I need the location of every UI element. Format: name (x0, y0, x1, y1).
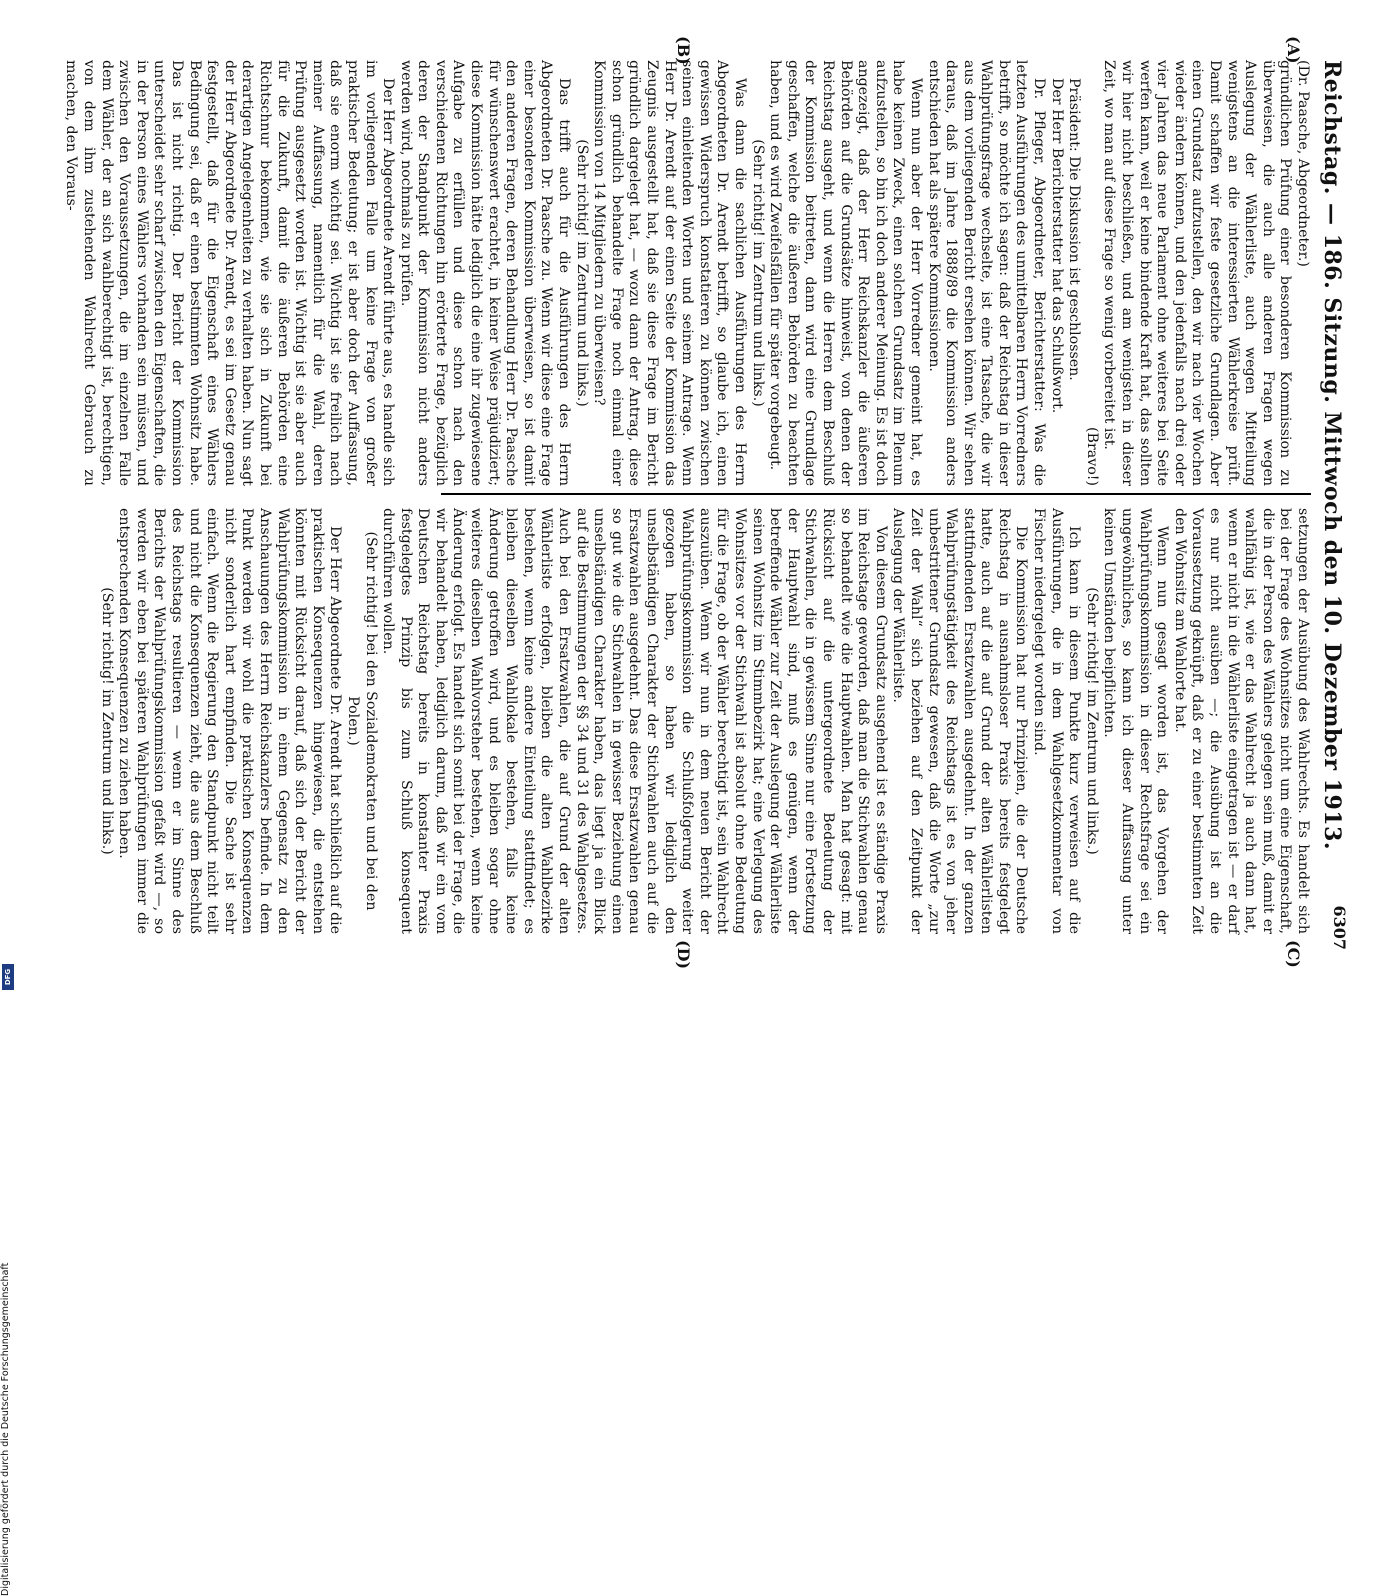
paragraph: (Dr. Paasche, Abgeordneter.) (1295, 60, 1311, 267)
paragraph: (Sehr richtig! im Zentrum und links.) (1083, 587, 1100, 855)
paragraph: Der Herr Abgeordnete Arendt führte aus, es handle sich im vorliegenden Falle um keine Frage von großer praktischer Bedeutung; er ist aber doch der Auffassung, daß sie enorm wichtig sei. Wichtig ist sie freilich nach meiner Auffassung, namentlich für die Wahl, deren Prüfung ausgesetzt worden ist. Wichtig ist sie aber auch für die Zukunft, damit die äußeren Behörden eine Richtschnur bekommen, wie sie sich in Zukunft bei derartigen Angelegenheiten zu verhalten haben. Nun sagt der Herr Abgeordnete Dr. Arendt, es sei im Gesetz genau festgestellt, daß für die Eigenschaft eines Wählers Bedingung sei, daß er einen bestimmten Wohnsitz habe. Das ist nicht richtig. Der Bericht der Kommission unterscheidet sehr scharf zwischen den Eigenschaften, die in der Person eines Wählers vorhanden sein müssen, und zwischen den Voraussetzungen, die im einzelnen Falle dem Wähler, der an sich wahlberechtigt ist, berechtigen, von dem ihm zustehenden Wahlrecht Gebrauch zu machen, den Voraus- (63, 60, 397, 486)
page-header (1311, 60, 1349, 950)
paragraph: Was dann die sachlichen Ausführungen des Herrn Abgeordneten Dr. Arendt betrifft, so glaube ich, einen gewissen Widerspruch konstatieren zu können zwischen seinen einleitenden Worten und seinem Antrage. Wenn Herr Dr. Arendt auf der einen Seite der Kommission das Zeugnis ausgestellt hat, daß sie diese Frage im Bericht gründlich dargelegt hat, — wozu dann der Antrag, diese schon gründlich behandelte Frage noch einmal einer Kommission von 14 Mitgliedern zu überweisen? (591, 60, 748, 486)
paragraph: Der Herr Abgeordnete Dr. Arendt hat schließlich auf die praktischen Konsequenzen hingewiesen, die entstehen könnten mit Rücksicht darauf, daß sich der Bericht der Wahlprüfungskommission in einem Gegensatz zu den Anschauungen des Herrn Reichskanzlers befinde. In dem Punkt werden wir wohl die praktischen Konsequenzen nicht sonderlich hart empfinden. Die Sache ist sehr einfach. Wenn die Regierung den Standpunkt nicht teilt und nicht die Konsequenzen zieht, die aus dem Beschluß des Reichstags resultieren — wenn er im Sinne des Berichts der Wahlprüfungskommission gefaßt wird —, so werden wir eben bei späteren Wahlprüfungen immer die entsprechenden Konsequenzen zu ziehen haben. (116, 508, 344, 934)
margin-letter-d: (D) (674, 940, 693, 970)
margin-letter-a: (A) (1284, 36, 1303, 64)
column-divider (441, 493, 1311, 495)
paragraph: Von diesem Grundsatz ausgehend ist es ständige Praxis im Reichstage geworden, daß man die Stichwahlen genau so behandelt wie die Hauptwahlen. Man hat gesagt: mit Rücksicht auf die untergeordnete Bedeutung der Stichwahlen, die in gewissem Sinne nur eine Fortsetzung der Hauptwahl sind, muß es genügen, wenn der betreffende Wähler zur Zeit der Auslegung der Wählerliste seinen Wohnsitz im Stimmbezirk hat; eine Verlegung des Wohnsitzes vor der Stichwahl ist absolut ohne Bedeutung für die Frage, ob der Wähler berechtigt ist, sein Wahlrecht auszuüben. Wenn wir nun in dem neuen Bericht der Wahlprüfungskommission die Schlußfolgerung weiter gezogen haben, so haben wir lediglich den unselbständigen Charakter der Stichwahlen auch auf die Ersatzwahlen ausgedehnt. Das diese Ersatzwahlen genau so gut wie die Stichwahlen in gewisser Beziehung einen unselbständigen Charakter haben, das liegt ja ein Blick auf die Bestimmungen der §§ 34 und 31 des Wahlgesetzes. Auch bei den Ersatzwahlen, die auf Grund der alten Wählerliste erfolgen, bleiben die alten Wahlbezirke bestehen, wenn keine andere Einteilung stattfindet; es bleiben dieselben Wahllokale bestehen, falls keine Änderung getroffen wird, und es bleiben sogar ohne weiteres dieselben Wahlvorsteher bestehen, wenn keine Änderung erfolgt. Es handelt sich somit bei der Frage, die wir behandelt haben, lediglich darum, daß wir ein vom Deutschen Reichstag bereits in konstanter Praxis festgelegtes Prinzip bis zum Schluß konsequent durchführen wollen. (380, 508, 889, 934)
paragraph: Die Kommission hat nur Prinzipien, die der Deutsche Reichstag in ausnahmsloser Praxis bereits festgelegt hatte, auch auf die auf Grund der alten Wählerlisten stattfindenden Ersatzwahlen ausgedehnt. In der ganzen Wahlprüfungstätigkeit des Reichstags ist es von jeher unbestrittener Grundsatz gewesen, daß die Worte „zur Zeit der Wahl“ sich beziehen auf den Zeitpunkt der Auslegung der Wählerliste. (890, 508, 1030, 934)
paragraph: Das trifft auch für die Ausführungen des Herrn Abgeordneten Dr. Paasche zu. Wenn wir diese eine Frage einer besonderen Kommission überweisen, so ist damit den anderen Fragen, deren Behandlung Herr Dr. Paasche für wünschenswert erachtet, in keiner Weise präjudiziert; diese Kommission hätte lediglich die eine ihr zugewiesene Aufgabe zu erfüllen und diese schon nach den verschiedenen Richtungen hin erörterte Frage, bezüglich deren der Standpunkt der Kommission nicht anders werden wird, nochmals zu prüfen. (397, 60, 573, 486)
margin-letter-c: (C) (1284, 940, 1303, 968)
paragraph: Präsident: Die Diskussion ist geschlossen. (1066, 78, 1083, 381)
side-footer-wrap (0, 612, 16, 1596)
dfg-logo-text: DFG (4, 968, 12, 986)
running-head: Reichstag. — 186. Sitzung. Mittwoch den 10. Dezember 1913. (1319, 60, 1345, 851)
paragraph: (Sehr richtig! bei den Sozialdemokraten und bei den Polen.) (344, 531, 379, 911)
paragraph: Wenn nun gesagt worden ist, das Vorgehen der Wahlprüfungskommission in dieser Rechtsfrage sei ein ungewöhnliches, so kann ich dieser Auffassung unter keinen Umständen beipflichten. (1101, 508, 1171, 934)
right-column (97, 508, 1311, 934)
paragraph: Wenn nun aber der Herr Vorredner gemeint hat, es habe keinen Zweck, einen solchen Grundsatz im Plenum aufzustellen, so bin ich doch anderer Meinung. Es ist doch angezeigt, daß der Herr Reichskanzler die äußeren Behörden auf die Grundsätze hinweist, von denen der Reichstag ausgeht, und wenn die Herren dem Beschluß der Kommission beitreten, dann wird eine Grundlage geschaffen, welche die äußeren Behörden zu beachten haben, und es wird Zweifelsfällen für später vorgebeugt. (767, 60, 924, 486)
paragraph: (Bravo!) (1083, 427, 1100, 486)
page-number: 6307 (1330, 905, 1349, 950)
left-column (62, 60, 1311, 486)
dfg-logo (2, 964, 14, 990)
paragraph: setzungen der Ausübung des Wahlrechts. Es handelt sich bei der Frage des Wohnsitzes nicht um eine Eigenschaft, die in der Person des Wählers gelegen sein muß, damit er wahlfähig ist, wie er das Wahlrecht ja auch dann hat, wenn er nicht in die Wählerliste eingetragen ist — er darf es nur nicht ausüben —; die Ausübung ist an die Voraussetzung geknüpft, daß er zu einer bestimmten Zeit den Wohnsitz am Wahlorte hat. (1171, 508, 1311, 934)
paragraph: (Sehr richtig! im Zentrum und links.) (573, 139, 590, 407)
paragraph: Ich kann in diesem Punkte kurz verweisen auf die Ausführungen, die in dem Wahlgesetzkommentar von Fischer niedergelegt worden sind. (1031, 508, 1083, 934)
paragraph: (Sehr richtig! im Zentrum und links.) (98, 587, 115, 855)
margin-letter-b: (B) (674, 36, 693, 65)
paragraph: Dr. Pfleger, Abgeordneter, Berichterstatter: Was die letzten Ausführungen des unmittelbaren Herrn Vorredners betrifft, so möchte ich sagen: daß der Reichstag in dieser Wahlprüfungsfrage wechselte, ist eine Tatsache, die wir aus dem vorliegenden Bericht ersehen können. Wir sehen daraus, daß im Jahre 1888/89 die Kommission anders entschieden hat als spätere Kommissionen. (925, 60, 1048, 486)
paragraph: gründlichen Prüfung einer besonderen Kommission zu überweisen, die auch alle anderen Fragen wegen Auslegung der Wählerliste, auch wegen Mitteilung wenigstens an die interessierten Wählerkreise prüft. Damit schaffen wir feste gesetzliche Grundlagen. Aber einen Grundsatz aufzustellen, den wir nach vier Wochen wieder ändern können, und den jedenfalls nach drei oder vier Jahren das neue Parlament ohne weiteres bei Seite werfen kann, weil er keine bindende Kraft hat, das sollten wir hier nicht beschließen, und am wenigsten in dieser Zeit, wo man auf diese Frage so wenig vorbereitet ist. (1101, 60, 1294, 486)
paragraph: (Sehr richtig! im Zentrum und links.) (749, 139, 766, 407)
digitization-credit: Digitalisierung gefördert durch die Deutsche Forschungsgemeinschaft (0, 1262, 11, 1596)
paragraph: Der Herr Berichterstatter hat das Schlußwort. (1048, 78, 1065, 414)
